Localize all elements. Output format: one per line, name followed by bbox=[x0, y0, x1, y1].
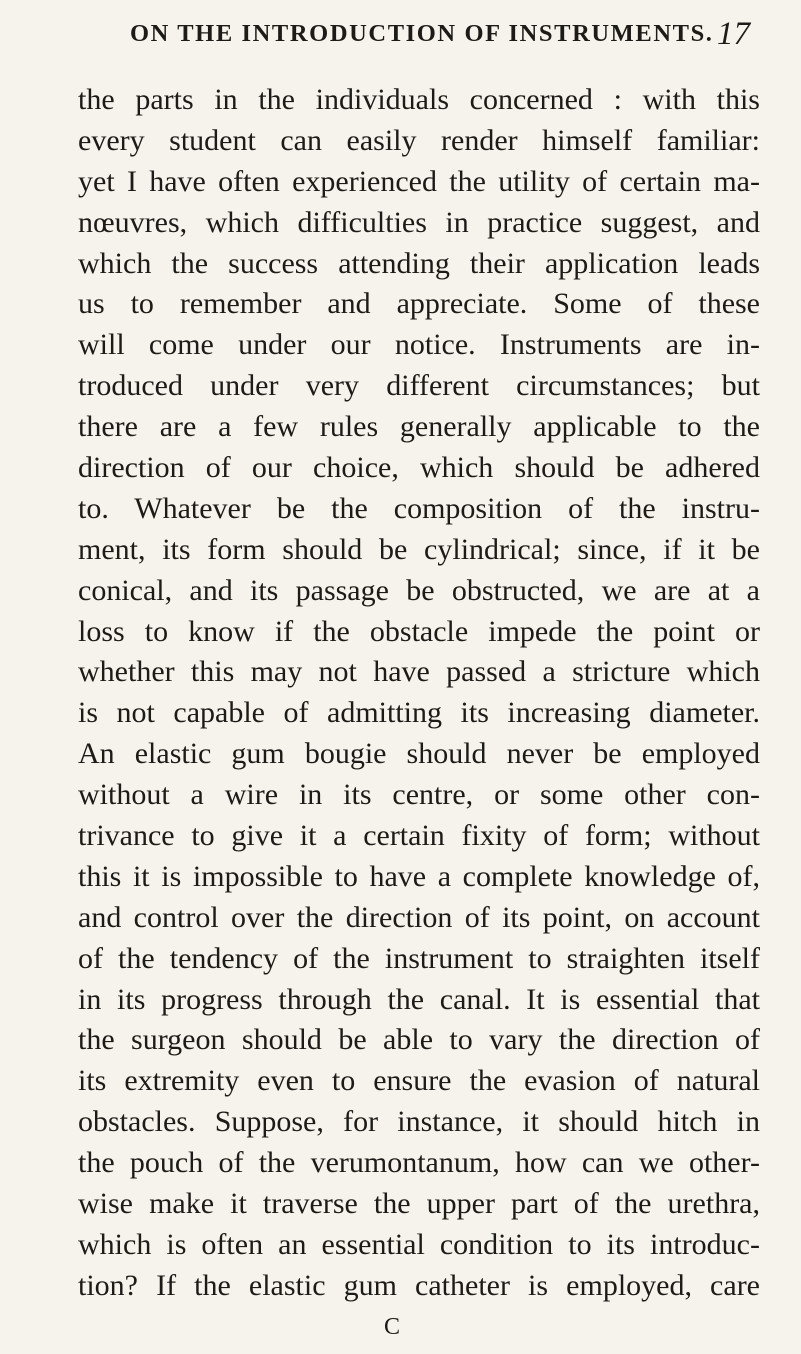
text-line: without a wire in its centre, or some other con- bbox=[78, 778, 760, 812]
text-line: ment, its form should be cylindrical; since, if it be bbox=[78, 532, 760, 566]
text-line: troduced under very different circumstances; but bbox=[78, 369, 760, 403]
text-line: in its progress through the canal. It is essential that bbox=[78, 982, 760, 1016]
text-line: wise make it traverse the upper part of the urethra, bbox=[78, 1187, 760, 1221]
signature-mark: C bbox=[384, 1314, 402, 1340]
text-line: the parts in the individuals concerned : with this bbox=[78, 83, 760, 116]
text-line: the pouch of the verumontanum, how can we other- bbox=[78, 1146, 760, 1180]
text-line: will come under our notice. Instruments are in- bbox=[78, 328, 760, 362]
text-line: and control over the direction of its point, on account bbox=[78, 900, 760, 934]
page-header bbox=[130, 16, 750, 56]
running-head: ON THE INTRODUCTION OF INSTRUMENTS. bbox=[130, 20, 714, 47]
text-line: conical, and its passage be obstructed, we are at a bbox=[78, 573, 760, 607]
text-line: us to remember and appreciate. Some of these bbox=[78, 287, 760, 321]
text-line: An elastic gum bougie should never be employed bbox=[78, 737, 760, 771]
text-line: direction of our choice, which should be adhered bbox=[78, 451, 760, 485]
text-line: which the success attending their application leads bbox=[78, 246, 760, 280]
text-line: this it is impossible to have a complete knowledge of, bbox=[78, 859, 760, 893]
text-line: nœuvres, which difficulties in practice suggest, and bbox=[78, 205, 760, 239]
text-line: there are a few rules generally applicable to the bbox=[78, 410, 760, 444]
text-line: every student can easily render himself familiar: bbox=[78, 123, 760, 157]
text-line: whether this may not have passed a stricture which bbox=[78, 655, 760, 689]
text-line: to. Whatever be the composition of the instru- bbox=[78, 491, 760, 525]
text-line: its extremity even to ensure the evasion of natural bbox=[78, 1064, 760, 1098]
text-line: the surgeon should be able to vary the direction of bbox=[78, 1023, 760, 1057]
text-line: of the tendency of the instrument to straighten itself bbox=[78, 941, 760, 975]
text-line: loss to know if the obstacle impede the point or bbox=[78, 614, 760, 648]
page-number: 17 bbox=[717, 16, 750, 52]
text-line: which is often an essential condition to its introduc- bbox=[78, 1227, 760, 1261]
text-line: yet I have often experienced the utility of certain ma- bbox=[78, 164, 760, 198]
text-line: is not capable of admitting its increasing diameter. bbox=[78, 696, 760, 730]
text-line: trivance to give it a certain fixity of form; without bbox=[78, 819, 760, 853]
text-line: obstacles. Suppose, for instance, it should hitch in bbox=[78, 1105, 760, 1139]
text-line: tion? If the elastic gum catheter is employed, care bbox=[78, 1268, 760, 1302]
body-text bbox=[78, 80, 760, 1307]
